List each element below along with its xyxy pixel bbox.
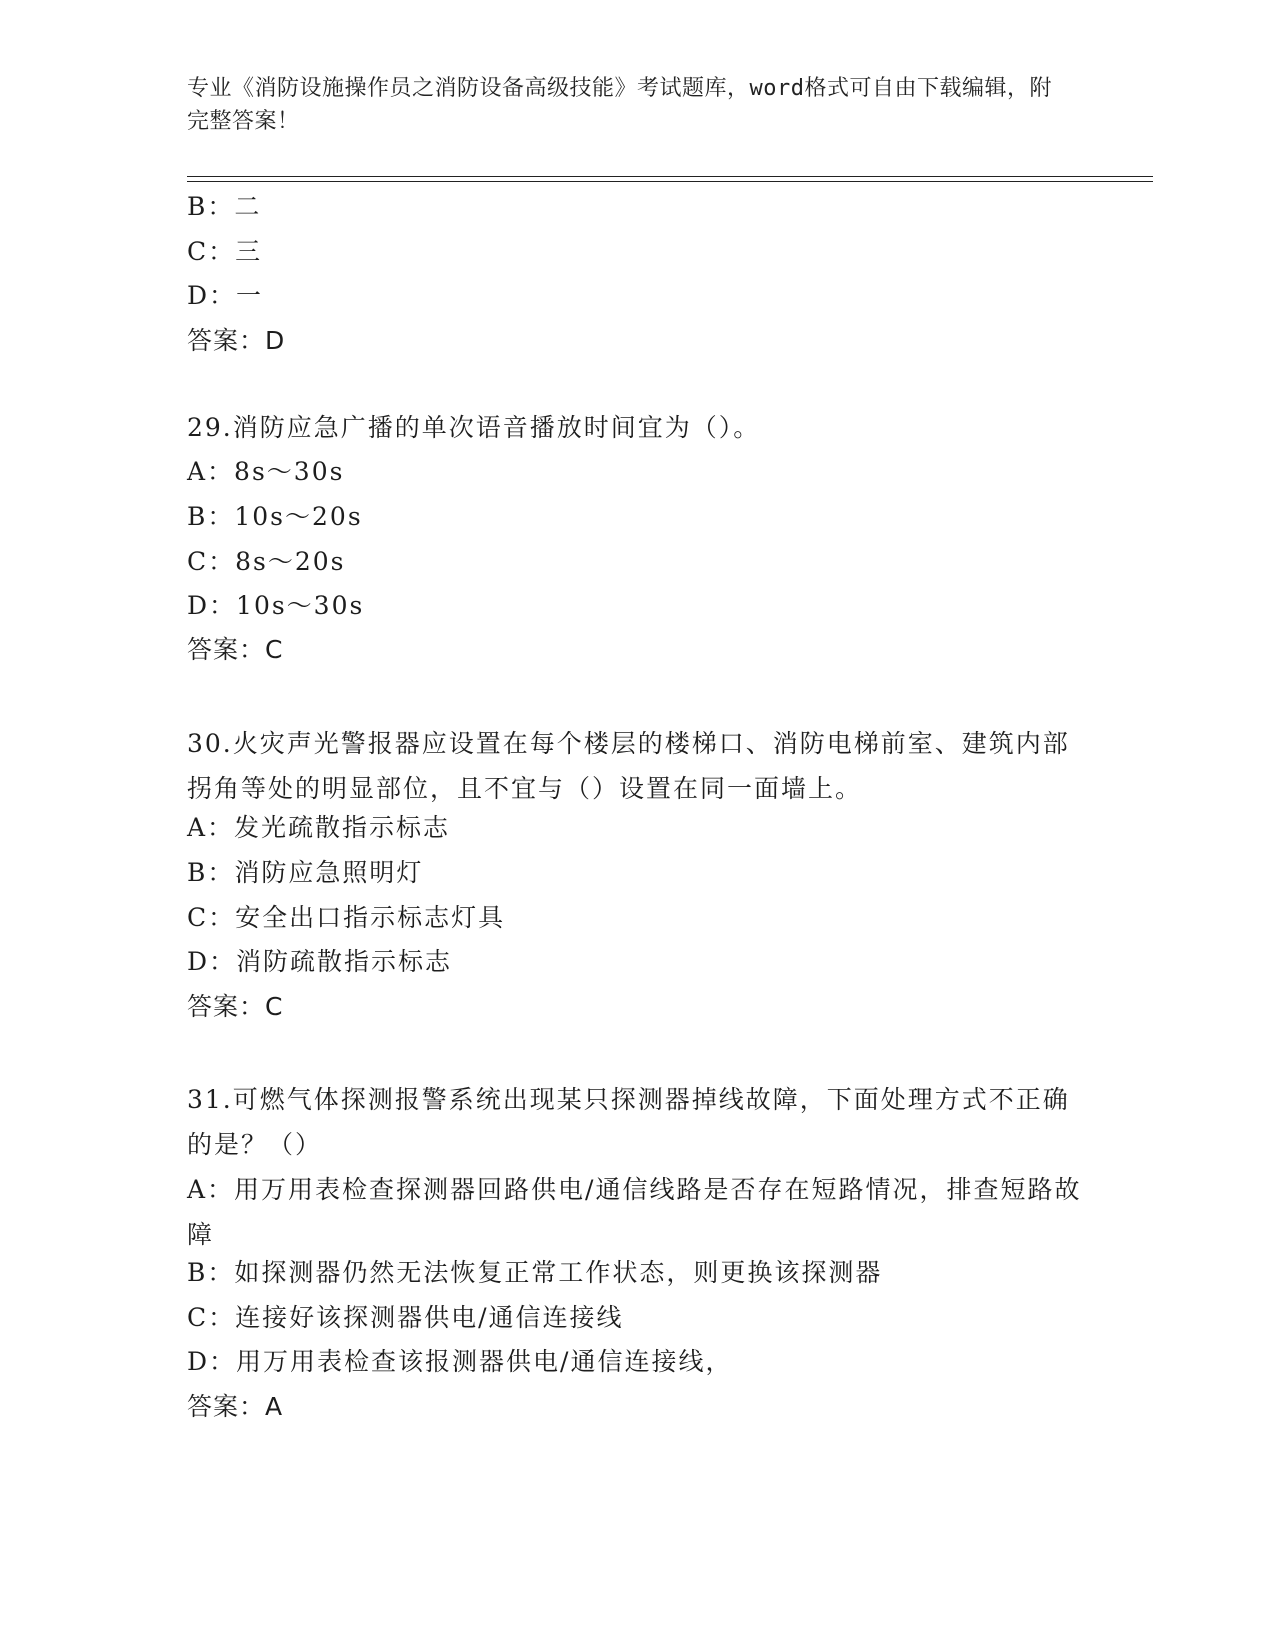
question-29-option-d: D：10s～30s <box>187 591 365 620</box>
page-header-text: 专业《消防设施操作员之消防设备高级技能》考试题库，word格式可自由下载编辑，附完整答案！ <box>187 76 1052 134</box>
question-29-option-b: B：10s～20s <box>187 502 363 531</box>
question-30-option-c: C：安全出口指示标志灯具 <box>187 903 506 932</box>
question-29-stem: 29.消防应急广播的单次语音播放时间宜为（）。 <box>187 413 761 442</box>
question-30-option-b: B：消防应急照明灯 <box>187 858 424 887</box>
question-29-option-c: C：8s～20s <box>187 547 346 576</box>
question-29-option-a: A：8s～30s <box>187 457 345 486</box>
question-31-option-c: C：连接好该探测器供电/通信连接线 <box>187 1303 624 1332</box>
option-c-prev: C：三 <box>187 237 263 266</box>
question-30-stem: 30.火灾声光警报器应设置在每个楼层的楼梯口、消防电梯前室、建筑内部拐角等处的明显部位，且不宜与（）设置在同一面墙上。 <box>187 729 1070 803</box>
option-d-prev: D：一 <box>187 281 264 310</box>
question-29-answer: 答案：C <box>187 635 284 664</box>
question-31-answer: 答案：A <box>187 1392 284 1421</box>
option-b-prev: B：二 <box>187 192 262 221</box>
question-30-option-a: A：发光疏散指示标志 <box>187 813 451 842</box>
header-rule-top <box>187 176 1153 177</box>
question-31-option-b: B：如探测器仍然无法恢复正常工作状态，则更换该探测器 <box>187 1258 883 1287</box>
question-30-option-d: D：消防疏散指示标志 <box>187 947 453 976</box>
question-31-option-a: A：用万用表检查探测器回路供电/通信线路是否存在短路情况，排查短路故障 <box>187 1175 1082 1249</box>
question-31-stem: 31.可燃气体探测报警系统出现某只探测器掉线故障，下面处理方式不正确的是？（） <box>187 1085 1070 1159</box>
answer-prev: 答案：D <box>187 326 286 355</box>
question-31-option-d: D：用万用表检查该报测器供电/通信连接线， <box>187 1347 733 1376</box>
header-rule-bottom <box>187 181 1153 182</box>
question-30-answer: 答案：C <box>187 992 284 1021</box>
